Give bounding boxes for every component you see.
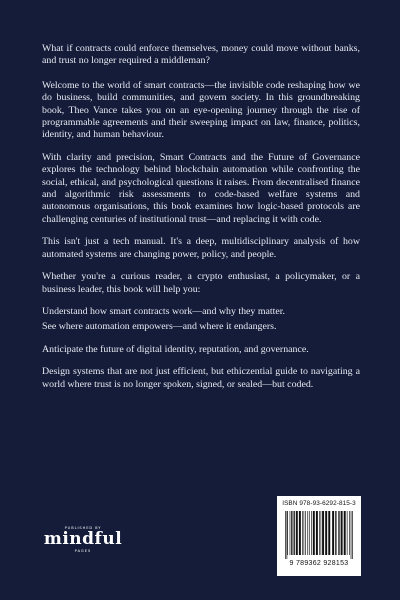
isbn-digits: 9 789362 928153 bbox=[289, 560, 349, 567]
blurb-bullet-anticipate: Anticipate the future of digital identity, reputation, and governance. bbox=[42, 343, 309, 355]
blurb-paragraph-analysis: This isn't just a tech manual. It's a deep, multidisciplinary analysis of how automated systems are changing power, policy, and people. bbox=[42, 236, 360, 260]
publisher-logo bbox=[42, 526, 124, 553]
blurb-paragraph-audience: Whether you're a curious reader, a crypto enthusiast, a policymaker, or a business leader, this book will help you: bbox=[42, 271, 360, 295]
published-by-label: PUBLISHED BY bbox=[64, 526, 102, 530]
blurb-paragraph-closing: Design systems that are not just efficient, but ethiczential guide to navigating a world where trust is no longer spoken, signed, or sealed—but coded. bbox=[42, 366, 360, 390]
blurb-bullet-see: See where automation empowers—and where it endangers. bbox=[42, 321, 277, 333]
publisher-subtitle: PAGES bbox=[74, 549, 92, 553]
blurb-paragraph-overview: With clarity and precision, Smart Contracts and the Future of Governance explores the technology behind blockchain automation while confronting the social, ethical, and psychological questions it raises. From decentralised finance and algorithmic risk assessments to code-based welfare systems and autonomous organisations, this book examines how logic-based protocols are challenging centuries of institutional trust—and replacing it with code. bbox=[42, 151, 360, 225]
publisher-name: mindful bbox=[43, 529, 123, 549]
barcode-bars bbox=[285, 511, 353, 559]
isbn-label: ISBN 978-93-6292-815-3 bbox=[282, 500, 356, 507]
blurb-paragraph-hook: What if contracts could enforce themselves, money could move without banks, and trust no longer required a middleman? bbox=[42, 43, 360, 67]
blurb-paragraph-intro: Welcome to the world of smart contracts—the invisible code reshaping how we do business, build communities, and govern society. In this groundbreaking book, Theo Vance takes you on an eye-opening journey through the rise of programmable agreements and their sweeping impact on law, finance, politics, identity, and human behaviour. bbox=[42, 79, 360, 141]
blurb-bullet-understand: Understand how smart contracts work—and why they matter. bbox=[42, 305, 285, 317]
blurb-text bbox=[42, 43, 360, 401]
isbn-barcode bbox=[277, 496, 361, 576]
